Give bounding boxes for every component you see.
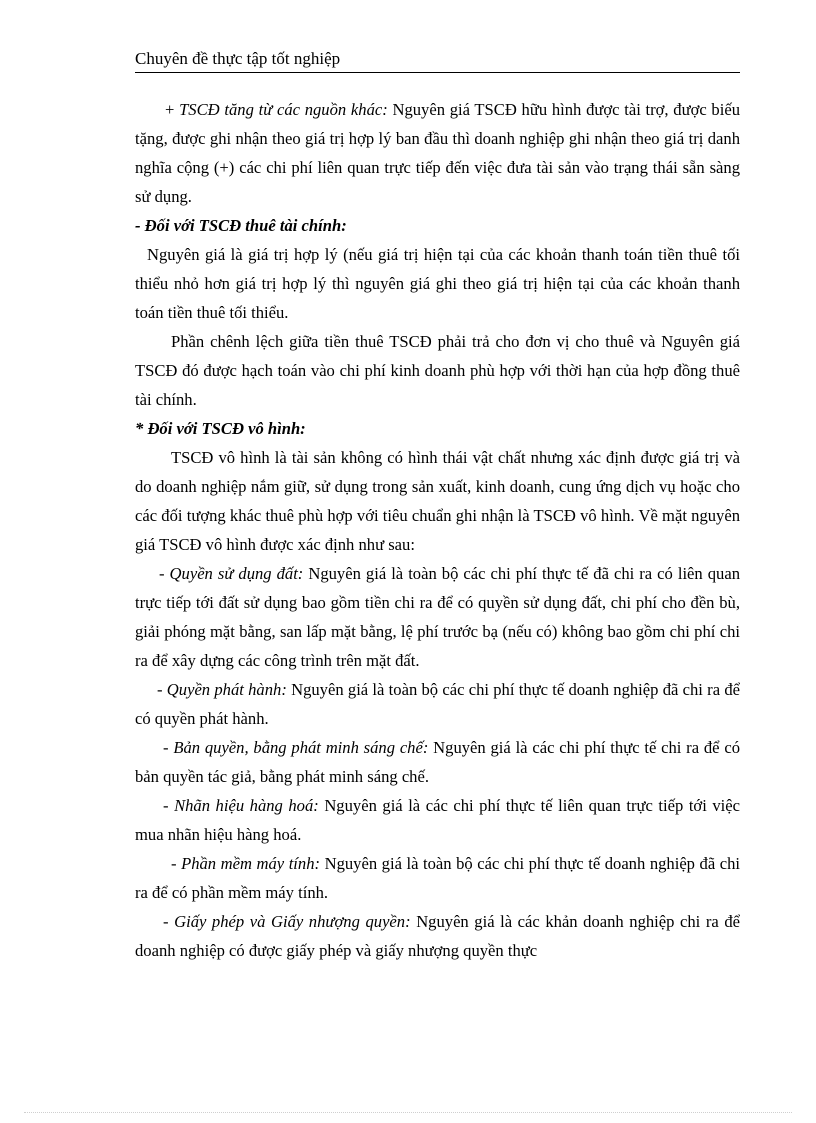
- paragraph-land-use-rights: [135, 559, 740, 675]
- paragraph-tscd-other-sources: [135, 95, 740, 211]
- paragraph-copyright-patent: [135, 733, 740, 791]
- paragraph-text: Nguyên giá là toàn bộ các chi phí thực tế doanh nghiệp đã chi ra để có phần mềm máy tính.: [135, 854, 740, 902]
- paragraph-text: Nguyên giá là giá trị hợp lý (nếu giá trị hiện tại của các khoản thanh toán tiền thuê tối thiểu nhỏ hơn giá trị hợp lý thì nguyên giá ghi theo giá trị hiện tại của các khoản thanh toán tiền thuê tối thiểu.: [135, 245, 740, 322]
- paragraph-lead: Quyền phát hành:: [166, 680, 287, 699]
- paragraph-prefix: -: [163, 796, 175, 815]
- section-heading-text: * Đối với TSCĐ vô hình:: [135, 419, 306, 438]
- paragraph-lead: Giấy phép và Giấy nhượng quyền:: [174, 912, 411, 931]
- paragraph-lease-difference: [135, 327, 740, 414]
- paragraph-publishing-rights: [135, 675, 740, 733]
- paragraph-prefix: -: [163, 738, 174, 757]
- paragraph-prefix: +: [165, 100, 180, 119]
- paragraph-lead: Nhãn hiệu hàng hoá:: [174, 796, 319, 815]
- paragraph-prefix: -: [157, 680, 167, 699]
- paragraph-prefix: -: [163, 912, 175, 931]
- paragraph-intangible-definition: [135, 443, 740, 559]
- page-bottom-divider: [24, 1112, 792, 1113]
- section-heading-intangible: [135, 414, 740, 443]
- paragraph-finance-lease-cost: [135, 240, 740, 327]
- paragraph-text: Phần chênh lệch giữa tiền thuê TSCĐ phải trả cho đơn vị cho thuê và Nguyên giá TSCĐ đó được hạch toán vào chi phí kinh doanh phù hợp với thời hạn của hợp đồng thuê tài chính.: [135, 332, 740, 409]
- paragraph-text: Nguyên giá là toàn bộ các chi phí thực tế đã chi ra có liên quan trực tiếp tới đất sử dụng bao gồm tiền chi ra để có quyền sử dụng đất, chi phí cho đền bù, giải phóng mặt bằng, san lấp mặt bằng, lệ phí trước bạ (nếu có) không bao gồm chi phí chi ra để xây dựng các công trình trên mặt đất.: [135, 564, 740, 670]
- paragraph-text: TSCĐ vô hình là tài sản không có hình thái vật chất nhưng xác định được giá trị và do doanh nghiệp nắm giữ, sử dụng trong sản xuất, kinh doanh, cung ứng dịch vụ hoặc cho các đối tượng khác thuê phù hợp với tiêu chuẩn ghi nhận là TSCĐ vô hình. Về mặt nguyên giá TSCĐ vô hình được xác định như sau:: [135, 448, 740, 554]
- paragraph-text: Nguyên giá là các chi phí thực tế chi ra để có bản quyền tác giả, bằng phát minh sáng chế.: [135, 738, 740, 786]
- paragraph-prefix: -: [171, 854, 182, 873]
- paragraph-text: Nguyên giá là các chi phí thực tế liên quan trực tiếp tới việc mua nhãn hiệu hàng hoá.: [135, 796, 740, 844]
- paragraph-text: Nguyên giá là các khản doanh nghiệp chi ra để doanh nghiệp có được giấy phép và giấy nhượng quyền thực: [135, 912, 740, 960]
- paragraph-lead: Quyền sử dụng đất:: [169, 564, 304, 583]
- section-heading-finance-lease: [135, 211, 740, 240]
- header-title: Chuyên đề thực tập tốt nghiệp: [135, 49, 341, 68]
- paragraph-trademark: [135, 791, 740, 849]
- section-heading-text: - Đối với TSCĐ thuê tài chính:: [135, 216, 347, 235]
- paragraph-text: Nguyên giá TSCĐ hữu hình được tài trợ, được biếu tặng, được ghi nhận theo giá trị hợp lý ban đầu thì doanh nghiệp ghi nhận theo giá trị danh nghĩa cộng (+) các chi phí liên quan trực tiếp đến việc đưa tài sản vào trạng thái sẵn sàng sử dụng.: [135, 100, 741, 206]
- paragraph-licenses-franchises: [135, 907, 740, 965]
- paragraph-lead: TSCĐ tăng từ các nguồn khác:: [179, 100, 388, 119]
- paragraph-lead: Bản quyền, bằng phát minh sáng chế:: [173, 738, 429, 757]
- paragraph-software: [135, 849, 740, 907]
- paragraph-text: Nguyên giá là toàn bộ các chi phí thực tế doanh nghiệp đã chi ra để có quyền phát hành.: [135, 680, 740, 728]
- paragraph-prefix: -: [159, 564, 170, 583]
- page-header: [135, 48, 740, 73]
- document-body: [135, 95, 740, 965]
- paragraph-lead: Phần mềm máy tính:: [181, 854, 321, 873]
